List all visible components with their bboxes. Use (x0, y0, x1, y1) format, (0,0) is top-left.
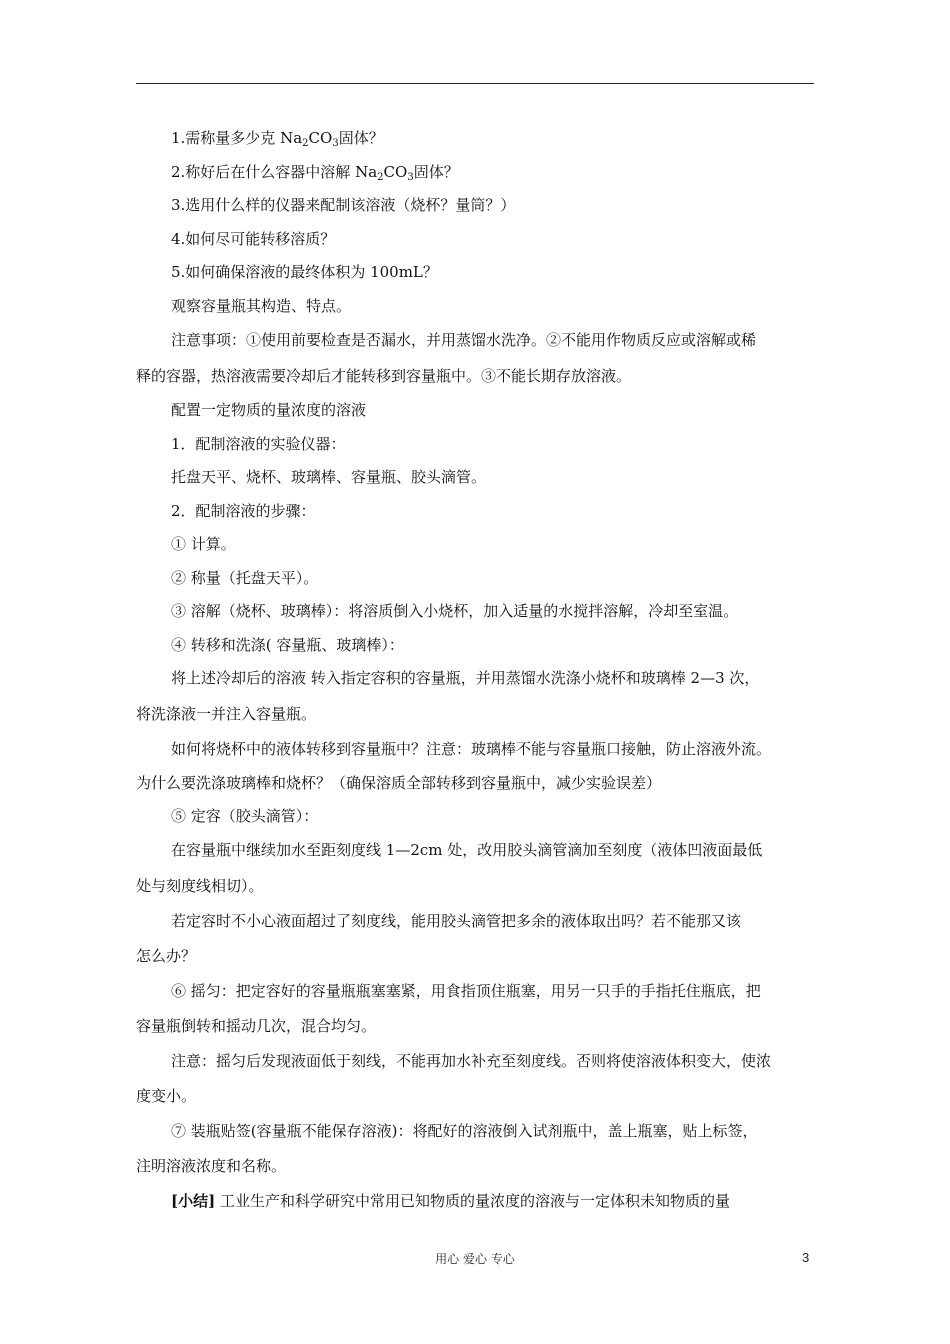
observe-text: 观察容量瓶其构造、特点。 (171, 297, 352, 315)
step-4: ④ 转移和洗涤( 容量瓶、玻璃棒）： (171, 636, 404, 654)
step-5-detail-2: 处与刻度线相切）。 (136, 877, 264, 895)
step-7-line-2: 注明溶液浓度和名称。 (136, 1157, 287, 1175)
step-4-detail-2: 将洗涤液一并注入容量瓶。 (136, 705, 317, 723)
step-2: ② 称量（托盘天平）。 (171, 569, 319, 587)
question-4: 4.如何尽可能转移溶质？ (171, 230, 336, 248)
step-4-detail-1: 将上述冷却后的溶液 转入指定容积的容量瓶，并用蒸馏水洗涤小烧杯和玻璃棒 2—3 次， (171, 669, 760, 687)
section-heading: 配置一定物质的量浓度的溶液 (171, 401, 367, 419)
step-3: ③ 溶解（烧杯、玻璃棒）：将溶质倒入小烧杯，加入适量的水搅拌溶解，冷却至室温。 (171, 602, 739, 620)
note-line-1: 注意：摇匀后发现液面低于刻线，不能再加水补充至刻度线。否则将使溶液体积变大，使浓 (171, 1052, 772, 1070)
summary-label: [小结] (171, 1192, 216, 1210)
notice-line-1: 注意事项：①使用前要检查是否漏水，并用蒸馏水洗净。②不能用作物质反应或溶解或稀 (171, 331, 757, 349)
instruments-list: 托盘天平、烧杯、玻璃棒、容量瓶、胶头滴管。 (171, 468, 487, 486)
question-5: 5.如何确保溶液的最终体积为 100mL？ (171, 263, 438, 281)
transfer-question-1: 如何将烧杯中的液体转移到容量瓶中？注意：玻璃棒不能与容量瓶口接触，防止溶液外流。 (171, 740, 772, 758)
step-6-line-1: ⑥ 摇匀：把定容好的容量瓶瓶塞塞紧，用食指顶住瓶塞，用另一只手的手指托住瓶底，把 (171, 982, 761, 1000)
question-2: 2.称好后在什么容器中溶解 $Na_2CO_3$固体？ (171, 163, 459, 183)
summary-text: 工业生产和科学研究中常用已知物质的量浓度的溶液与一定体积未知物质的量 (215, 1192, 730, 1210)
step-7-line-1: ⑦ 装瓶贴签(容量瓶不能保存溶液)：将配好的溶液倒入试剂瓶中，盖上瓶塞，贴上标签， (171, 1122, 758, 1140)
page-number: 3 (802, 1250, 810, 1265)
note-line-2: 度变小。 (136, 1087, 197, 1105)
step-5: ⑤ 定容（胶头滴管）： (171, 807, 319, 825)
summary-line (171, 1191, 730, 1211)
question-1: 1.需称量多少克 $Na_2CO_3$固体？ (171, 129, 384, 149)
steps-heading: 2．配制溶液的步骤： (171, 502, 316, 520)
notice-line-2: 释的容器，热溶液需要冷却后才能转移到容量瓶中。③不能长期存放溶液。 (136, 367, 632, 385)
question-3: 3.选用什么样的仪器来配制该溶液（烧杯？量筒？） (171, 196, 516, 214)
overflow-question-1: 若定容时不小心液面超过了刻度线，能用胶头滴管把多余的液体取出吗？若不能那又该 (171, 912, 742, 930)
header-rule (136, 83, 814, 84)
step-6-line-2: 容量瓶倒转和摇动几次，混合均匀。 (136, 1017, 377, 1035)
overflow-question-2: 怎么办？ (136, 947, 197, 965)
step-5-detail-1: 在容量瓶中继续加水至距刻度线 1—2cm 处，改用胶头滴管滴加至刻度（液体凹液面最低 (171, 841, 763, 859)
transfer-question-2: 为什么要洗涤玻璃棒和烧杯？（确保溶质全部转移到容量瓶中，减少实验误差） (136, 774, 662, 792)
step-1: ① 计算。 (171, 535, 236, 553)
footer-motto: 用心 爱心 专心 (435, 1252, 515, 1266)
instruments-heading: 1．配制溶液的实验仪器： (171, 435, 346, 453)
